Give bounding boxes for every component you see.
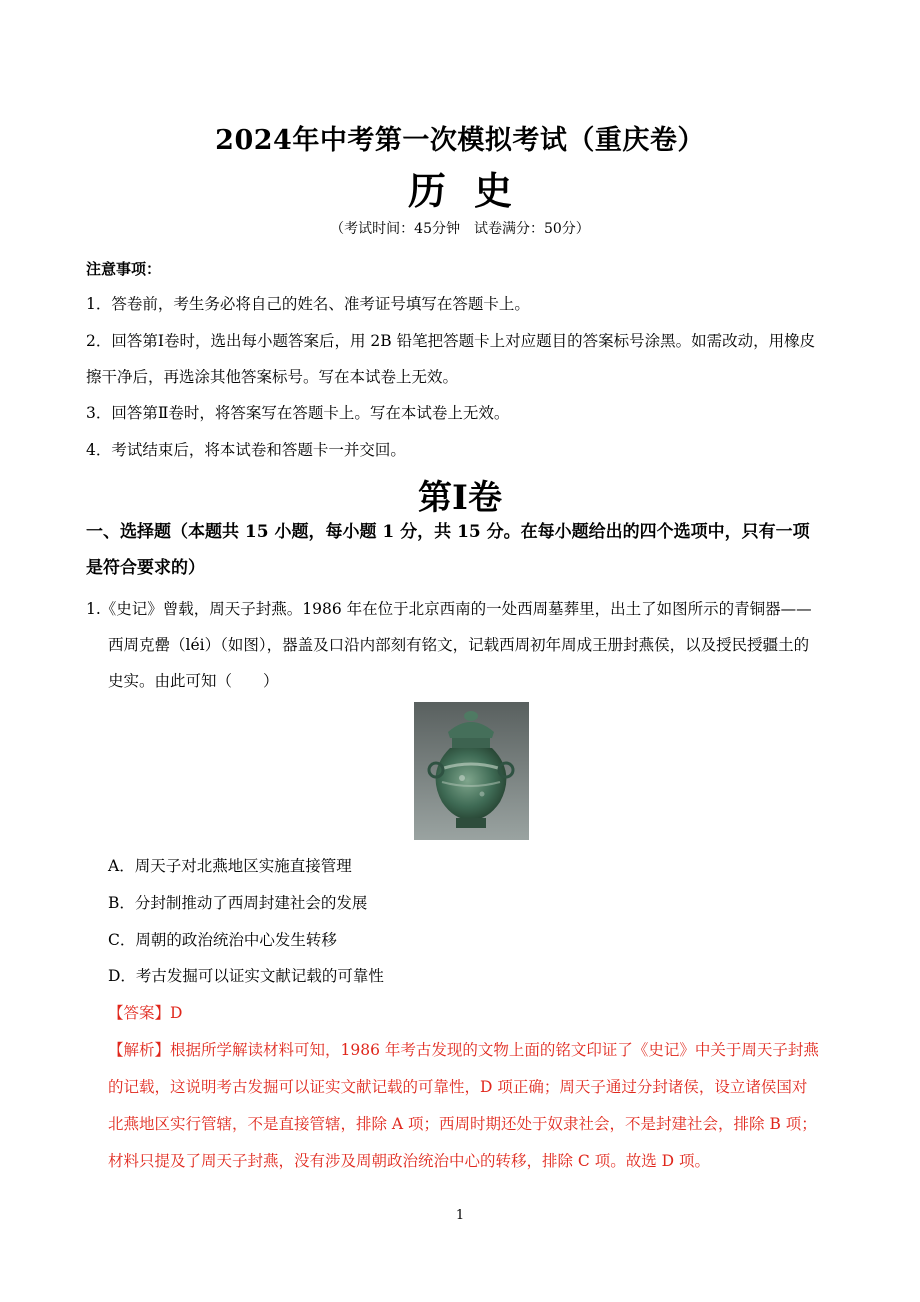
notice-item-1: 1．答卷前，考生务必将自己的姓名、准考证号填写在答题卡上。 [86,295,530,313]
subject-title: 历史 [407,168,540,213]
page-number: 1 [455,1208,465,1223]
part-heading-line-1: 一、选择题（本题共 15 小题，每小题 1 分，共 15 分。在每小题给出的四个选项中，只有一项 [86,522,810,542]
answer-label: 【答案】D [108,1004,183,1022]
notice-item-3: 3．回答第Ⅱ卷时，将答案写在答题卡上。写在本试卷上无效。 [86,404,510,422]
question-stem-line-1: 1.《史记》曾载，周天子封燕。1986 年在位于北京西南的一处西周墓葬里，出土了如图所示的青铜器—— [86,600,812,618]
option-b: B．分封制推动了西周封建社会的发展 [108,894,368,912]
notice-item-2-cont: 擦干净后，再选涂其他答案标号。写在本试卷上无效。 [86,368,459,386]
option-d: D．考古发掘可以证实文献记载的可靠性 [108,967,384,985]
option-c: C．周朝的政治统治中心发生转移 [108,931,337,949]
notice-item-4: 4．考试结束后，将本试卷和答题卡一并交回。 [86,441,406,459]
notice-heading: 注意事项： [86,260,162,278]
bronze-vessel-image [414,702,529,840]
question-stem-line-3: 史实。由此可知（ ） [108,672,279,690]
option-a: A．周天子对北燕地区实施直接管理 [108,857,352,875]
section-title: 第Ⅰ卷 [418,478,502,518]
exam-meta: （考试时间：45分钟 试卷满分：50分） [330,221,590,237]
question-stem-line-2: 西周克罍（léi）（如图），器盖及口沿内部刻有铭文，记载西周初年周成王册封燕侯，以及授民授疆土的 [108,636,810,654]
notice-item-2: 2．回答第Ⅰ卷时，选出每小题答案后，用 2B 铅笔把答题卡上对应题目的答案标号涂黑。如需改动，用橡皮 [86,332,816,350]
analysis-line-2: 的记载，这说明考古发掘可以证实文献记载的可靠性，D 项正确；周天子通过分封诸侯，设立诸侯国对 [108,1078,808,1096]
exam-title: 2024年中考第一次模拟考试（重庆卷） [215,125,705,156]
analysis-line-3: 北燕地区实行管辖，不是直接管辖，排除 A 项；西周时期还处于奴隶社会，不是封建社会，排除 B 项； [108,1115,817,1133]
part-heading-line-2: 是符合要求的） [86,558,205,578]
analysis-line-1: 【解析】根据所学解读材料可知，1986 年考古发现的文物上面的铭文印证了《史记》中关于周天子封燕 [108,1041,819,1059]
analysis-line-4: 材料只提及了周天子封燕，没有涉及周朝政治统治中心的转移，排除 C 项。故选 D 项。 [108,1152,710,1170]
